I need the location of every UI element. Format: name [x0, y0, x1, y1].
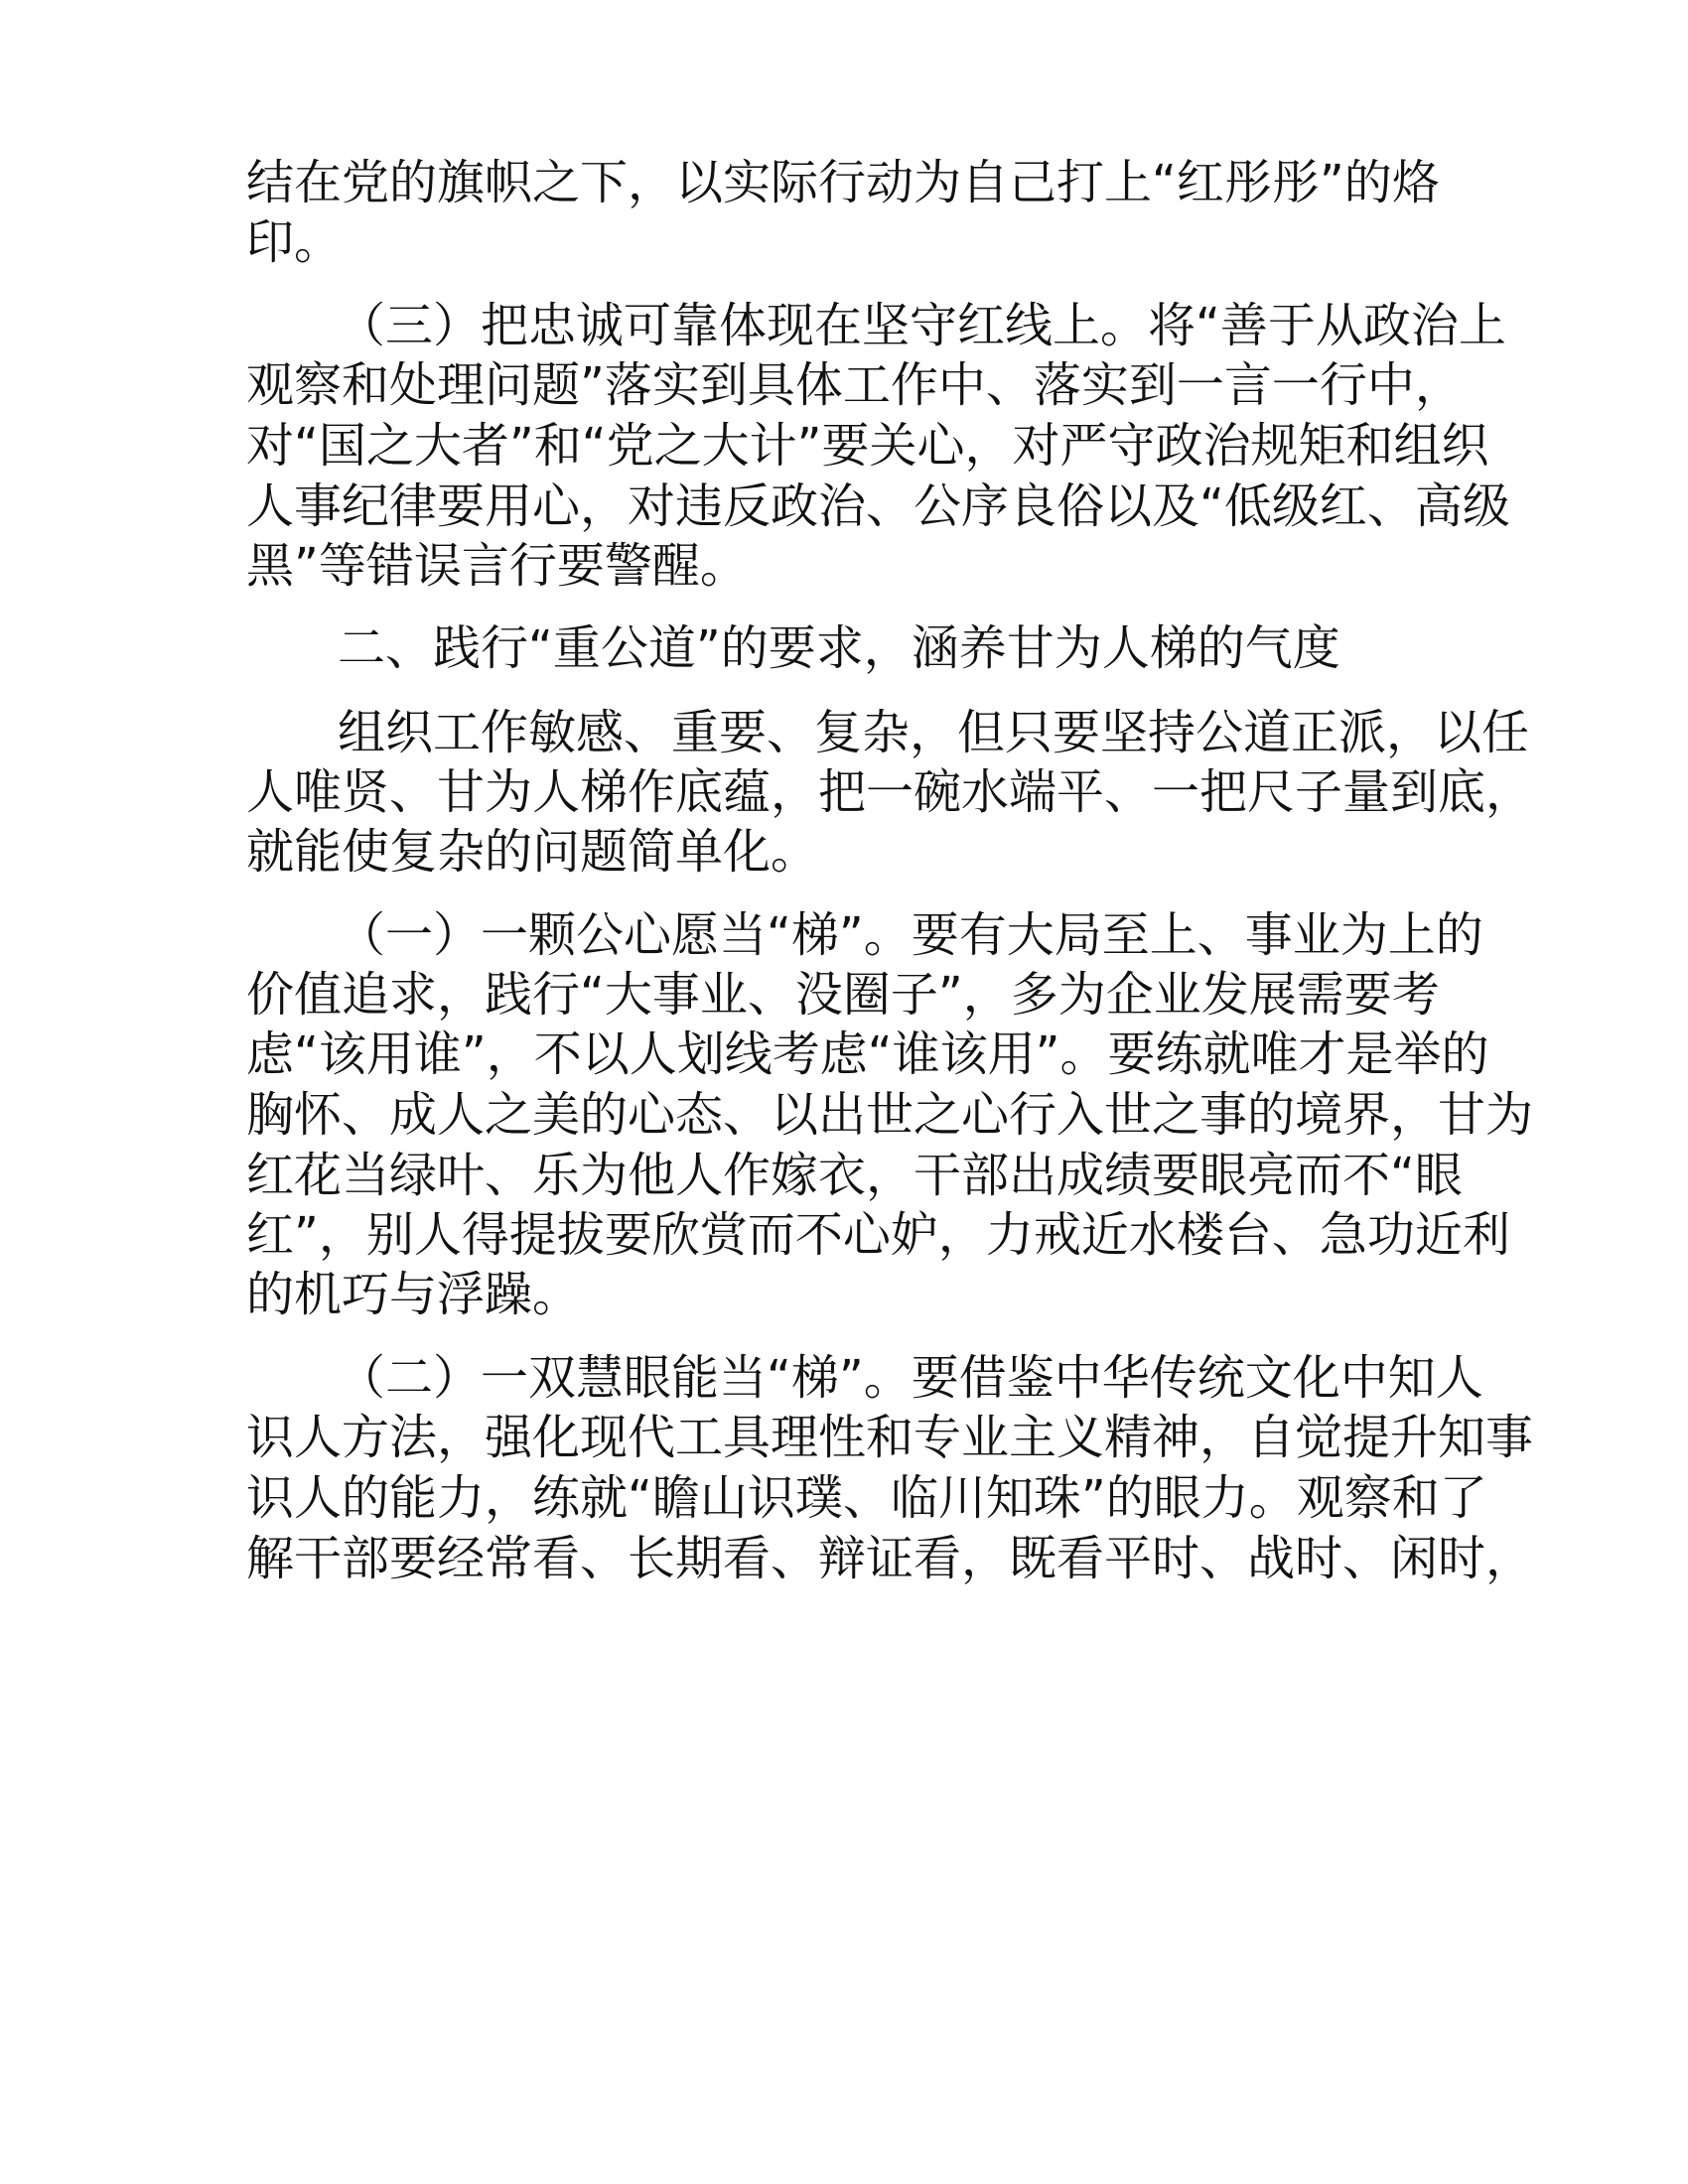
line-text: 结在党的旗帜之下，以实际行动为自己打上“红彤彤”的烙 [246, 155, 1440, 210]
line-text: 观察和处理问题”落实到具体工作中、落实到一言一行中， [246, 357, 1463, 413]
line-text: 就能使复杂的问题简单化。 [246, 824, 819, 880]
heading-text: 二、践行“重公道”的要求，涵养甘为人梯的气度 [338, 620, 1340, 676]
line-text: 红花当绿叶、乐为他人作嫁衣，干部出成绩要眼亮而不“眼 [246, 1148, 1463, 1203]
text-line [0, 1257, 1688, 1332]
text-line [0, 205, 1688, 280]
text-line [0, 528, 1688, 604]
line-text: 人事纪律要用心，对违反政治、公序良俗以及“低级红、高级 [246, 478, 1510, 534]
line-text: 人唯贤、甘为人梯作底蕴，把一碗水端平、一把尺子量到底， [246, 764, 1534, 820]
line-text: （三）把忠诚可靠体现在坚守红线上。将“善于从政治上 [338, 298, 1506, 353]
line-text: 组织工作敏感、重要、复杂，但只要坚持公道正派，以任 [338, 705, 1530, 760]
line-text: 红”，别人得提拔要欣赏而不心妒，力戒近水楼台、急功近利 [246, 1207, 1510, 1263]
line-text: （二）一双慧眼能当“梯”。要借鉴中华传统文化中知人 [338, 1350, 1483, 1406]
text-line [0, 814, 1688, 889]
line-text: （一）一颗公心愿当“梯”。要有大局至上、事业为上的 [338, 907, 1483, 963]
line-text: 价值追求，践行“大事业、没圈子”，多为企业发展需要考 [246, 967, 1440, 1023]
line-text: 的机巧与浮躁。 [246, 1267, 581, 1322]
line-text: 解干部要经常看、长期看、辩证看，既看平时、战时、闲时， [246, 1531, 1534, 1586]
line-text: 胸怀、成人之美的心态、以出世之心行入世之事的境界，甘为 [246, 1087, 1534, 1143]
line-text: 黑”等错误言行要警醒。 [246, 538, 748, 594]
line-text: 对“国之大者”和“党之大计”要关心，对严守政治规矩和组织 [246, 418, 1489, 474]
section-heading [0, 611, 1688, 686]
line-text: 识人的能力，练就“瞻山识璞、临川知珠”的眼力。观察和了 [246, 1470, 1487, 1526]
line-text: 识人方法，强化现代工具理性和专业主义精神，自觉提升知事 [246, 1410, 1534, 1465]
line-text: 虑“该用谁”，不以人划线考虑“谁该用”。要练就唯才是举的 [246, 1026, 1489, 1082]
line-text: 印。 [246, 214, 343, 270]
text-line [0, 1521, 1688, 1596]
